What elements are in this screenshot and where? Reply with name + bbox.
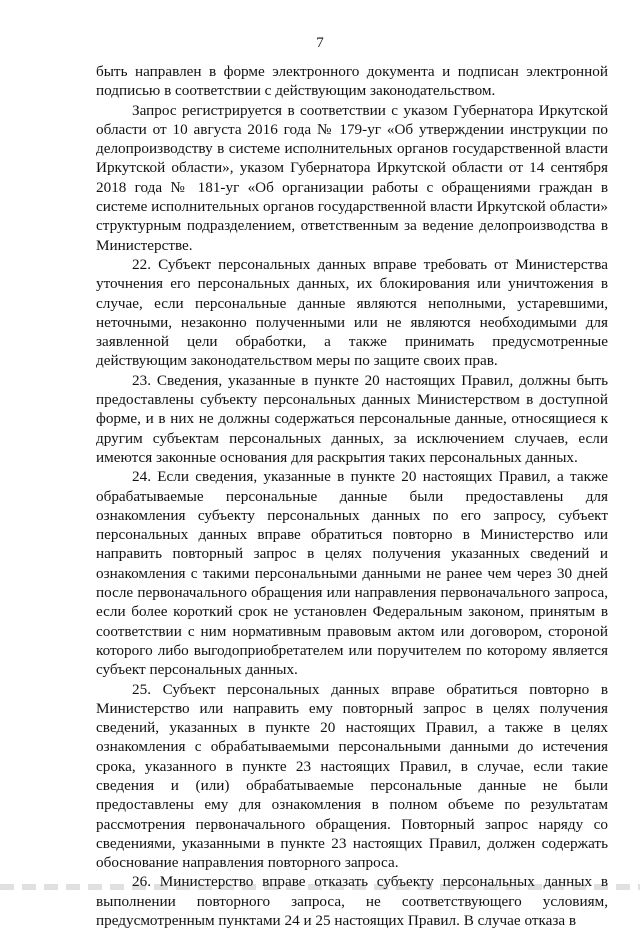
paragraph-clause-23: 23. Сведения, указанные в пункте 20 настоящих Правил, должны быть предоставлены субъекту персональных данных Министерством в доступной форме, и в них не должны содержаться персональные данные, относящиеся к другим субъектам персональных данных, за исключением случаев, если имеются законные основания для раскрытия таких персональных данных. — [96, 371, 608, 466]
scan-edge-artifact — [0, 884, 640, 890]
paragraph-clause-24: 24. Если сведения, указанные в пункте 20 настоящих Правил, а также обрабатываемые персональные данные были предоставлены для ознакомления субъекту персональных данных по его запросу, субъект персональных данных вправе обратиться повторно в Министерство или направить повторный запрос в целях получения указанных сведений и ознакомления с такими персональными данными не ранее чем через 30 дней после первоначального обращения или направления первоначального запроса, если более короткий срок не установлен Федеральным законом, принятым в соответствии с ним нормативным правовым актом или договором, стороной которого либо выгодоприобретателем или поручителем по которому является субъект персональных данных. — [96, 468, 608, 679]
paragraph-continuation: быть направлен в форме электронного документа и подписан электронной подписью в соответствии с действующим законодательством. — [96, 63, 608, 100]
document-body — [96, 62, 608, 930]
paragraph-clause-22: 22. Субъект персональных данных вправе требовать от Министерства уточнения его персональных данных, их блокирования или уничтожения в случае, если персональные данные являются неполными, устаревшими, неточными, незаконно полученными или не являются необходимыми для заявленной цели обработки, а также принимать предусмотренные действующим законодательством меры по защите своих прав. — [96, 255, 608, 370]
paragraph-clause-25: 25. Субъект персональных данных вправе обратиться повторно в Министерство или направить ему повторный запрос в целях получения сведений, указанных в пункте 20 настоящих Правил, а также в целях ознакомления с обрабатываемыми персональными данными до истечения срока, указанного в пункте 23 настоящих Правил, в случае, если такие сведения и (или) обрабатываемые персональные данные не были предоставлены ему для ознакомления в полном объеме по результатам рассмотрения первоначального обращения. Повторный запрос наряду со сведениями, указанными в пункте 23 настоящих Правил, должен содержать обоснование направления повторного запроса. — [96, 680, 608, 872]
paragraph-clause-26: 26. Министерство вправе отказать субъекту персональных данных в выполнении повторного запроса, не соответствующего условиям, предусмотренным пунктами 24 и 25 настоящих Правил. В случае отказа в — [96, 873, 608, 930]
paragraph-request-registration: Запрос регистрируется в соответствии с указом Губернатора Иркутской области от 10 августа 2016 года № 179-уг «Об утверждении инструкции по делопроизводству в системе исполнительных органов государственной власти Иркутской области», указом Губернатора Иркутской области от 14 сентября 2018 года № 181-уг «Об организации работы с обращениями граждан в системе исполнительных органов государственной власти Иркутской области» структурным подразделением, ответственным за ведение делопроизводства в Министерстве. — [96, 101, 608, 254]
page-number: 7 — [316, 35, 324, 51]
